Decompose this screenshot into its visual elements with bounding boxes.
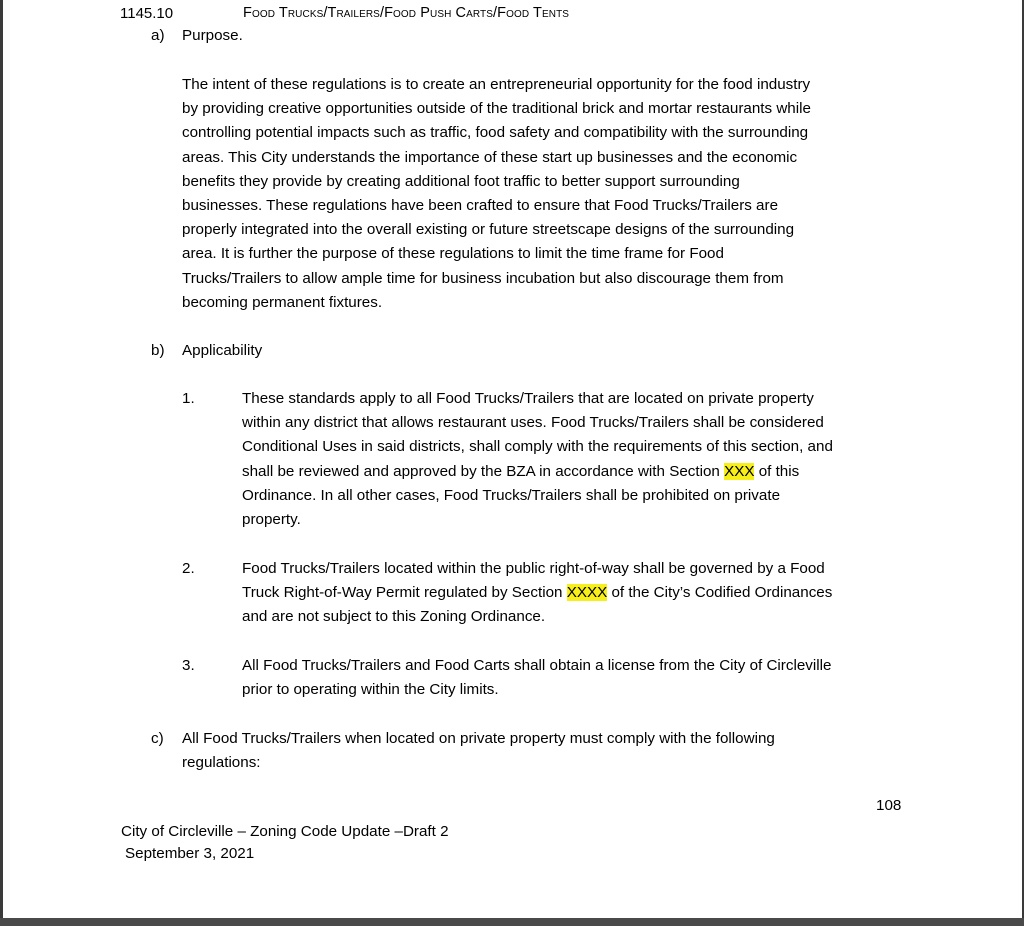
item-line: Food Trucks/Trailers located within the public right-of-way shall be governed by a Food xyxy=(242,560,825,577)
section-title: Food Trucks/Trailers/Food Push Carts/Food Tents xyxy=(243,5,570,21)
item-line: These standards apply to all Food Trucks/Trailers that are located on private property xyxy=(242,390,814,407)
paragraph-line: area. It is further the purpose of these regulations to limit the time frame for Food xyxy=(182,245,724,263)
section-b-marker: b) xyxy=(151,342,165,359)
paragraph-line: All Food Trucks/Trailers when located on private property must comply with the following xyxy=(182,730,775,747)
item-line-text: shall be reviewed and approved by the BZA in accordance with Section xyxy=(242,462,725,480)
item-3-number: 3. xyxy=(182,657,195,674)
item-line: All Food Trucks/Trailers and Food Carts shall obtain a license from the City of Circleville xyxy=(242,657,832,674)
footer-date: September 3, 2021 xyxy=(125,845,255,862)
highlighted-section-ref: XXXX xyxy=(566,584,608,602)
paragraph-line: controlling potential impacts such as traffic, food safety and compatibility with the surrounding xyxy=(182,124,809,142)
paragraph-line: becoming permanent fixtures. xyxy=(182,293,383,311)
item-line: Conditional Uses in said districts, shall comply with the requirements of this section, and xyxy=(242,438,833,456)
item-line xyxy=(242,581,922,605)
item-line-text: of this xyxy=(754,462,800,480)
section-c-text xyxy=(182,727,862,775)
item-line: prior to operating within the City limits. xyxy=(242,681,499,699)
section-number: 1145.10 xyxy=(120,5,174,22)
section-a-heading: Purpose. xyxy=(182,27,243,44)
item-1-text xyxy=(242,387,922,532)
item-line: and are not subject to this Zoning Ordinance. xyxy=(242,608,546,626)
paragraph-line: properly integrated into the overall existing or future streetscape designs of the surrounding xyxy=(182,221,795,239)
item-2-text xyxy=(242,557,922,630)
page-left-border xyxy=(0,0,3,918)
item-line: Ordinance. In all other cases, Food Trucks/Trailers shall be prohibited on private xyxy=(242,486,781,504)
paragraph-line: areas. This City understands the importance of these start up businesses and the economic xyxy=(182,148,798,166)
item-2-number: 2. xyxy=(182,560,195,577)
item-1-number: 1. xyxy=(182,390,195,407)
purpose-paragraph xyxy=(182,73,922,315)
item-line-text: Truck Right-of-Way Permit regulated by Section xyxy=(242,584,567,602)
highlighted-section-ref: XXX xyxy=(724,462,755,480)
item-line xyxy=(242,460,922,484)
page-bottom-edge xyxy=(0,918,1024,926)
item-line: within any district that allows restaurant uses. Food Trucks/Trailers shall be considered xyxy=(242,414,824,432)
item-line-text: of the City’s Codified Ordinances xyxy=(607,584,833,602)
paragraph-line: businesses. These regulations have been crafted to ensure that Food Trucks/Trailers are xyxy=(182,197,779,215)
paragraph-line: regulations: xyxy=(182,754,261,772)
section-a-marker: a) xyxy=(151,27,165,44)
page-number: 108 xyxy=(876,797,902,814)
item-line: property. xyxy=(242,511,301,529)
paragraph-line: Trucks/Trailers to allow ample time for business incubation but also discourage them from xyxy=(182,269,784,287)
paragraph-line: benefits they provide by creating additional foot traffic to better support surrounding xyxy=(182,172,740,190)
paragraph-line: by providing creative opportunities outside of the traditional brick and mortar restaurants while xyxy=(182,100,811,118)
paragraph-line: The intent of these regulations is to create an entrepreneurial opportunity for the food industry xyxy=(182,76,811,93)
footer-title: City of Circleville – Zoning Code Update –Draft 2 xyxy=(121,823,449,840)
section-b-heading: Applicability xyxy=(182,342,263,359)
section-c-marker: c) xyxy=(151,730,164,747)
item-3-text xyxy=(242,654,922,702)
